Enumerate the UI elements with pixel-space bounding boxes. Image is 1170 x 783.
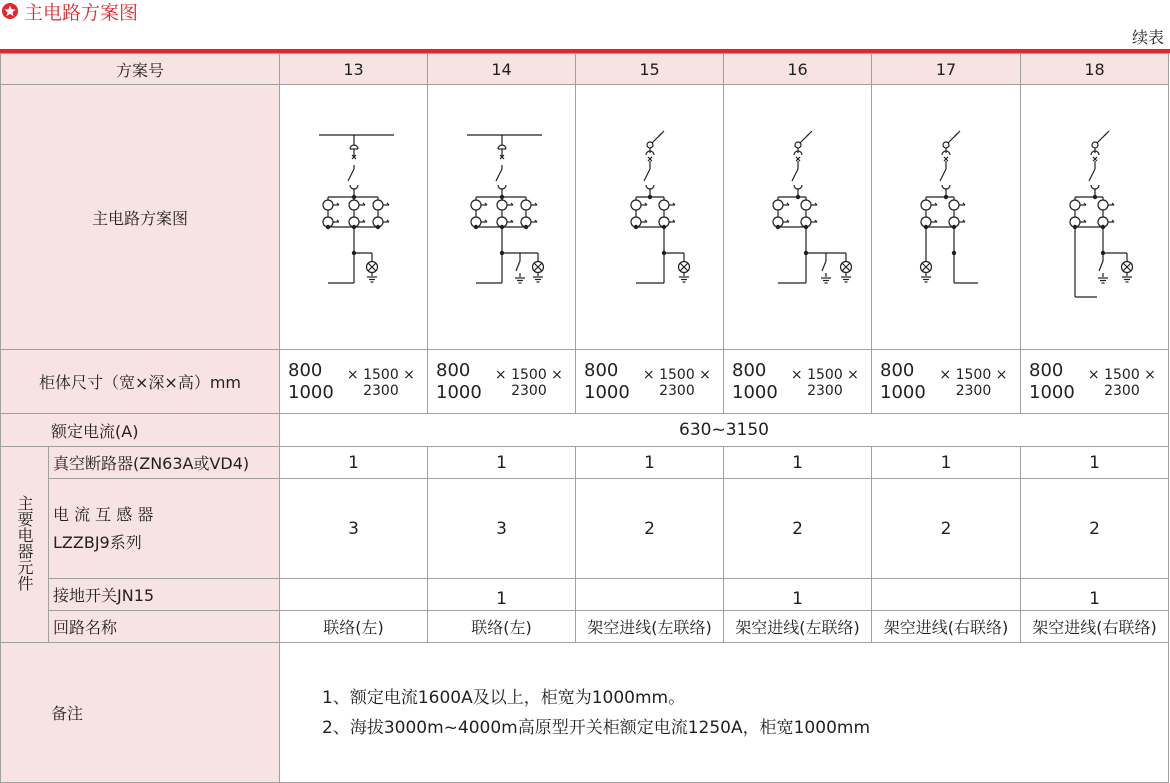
overhead-line-entry: [1097, 131, 1109, 143]
plug-in-contact: [498, 145, 506, 149]
current-transformer-symbol: [497, 200, 507, 210]
width-value: 800: [1029, 359, 1064, 381]
rated-current-value: 630~3150: [280, 414, 1169, 447]
depth-height-value: × 1500 × 2300: [494, 366, 563, 399]
current-transformer-symbol: [949, 200, 959, 210]
circuit-name: 联络(左): [280, 611, 428, 643]
remark-line: 2、海拔3000m~4000m高原型开关柜额定电流1250A，柜宽1000mm: [322, 717, 870, 738]
current-transformer-symbol: [801, 200, 811, 210]
circuit-diagram-17: [872, 85, 1021, 350]
overhead-line-entry: [659, 134, 661, 136]
current-transformer-symbol: [521, 200, 531, 210]
depth-height-value: × 1500 × 2300: [346, 366, 415, 399]
breaker-count: 1: [724, 447, 872, 479]
overhead-line-entry: [955, 134, 957, 136]
overhead-line-entry: [807, 134, 809, 136]
current-transformer-symbol: [373, 200, 383, 210]
depth-height-value: × 1500 × 2300: [939, 366, 1008, 399]
earthing-count: 1: [428, 579, 576, 611]
ct-count: 3: [280, 479, 428, 579]
scheme-number: 13: [280, 54, 428, 85]
star-icon: [2, 3, 18, 19]
ct-count: 2: [724, 479, 872, 579]
dimension-cell: [428, 350, 576, 414]
dimension-label: 柜体尺寸（宽×深×高）mm: [1, 350, 280, 414]
width-value: 800: [436, 359, 471, 381]
current-transformer-symbol: [631, 200, 641, 210]
plug-in-contact: [350, 185, 358, 189]
page-title-text: 主电路方案图: [24, 1, 139, 24]
vacuum-breaker-symbol: [940, 169, 946, 181]
diagram-row: [1, 85, 1169, 350]
dimension-cell: [280, 350, 428, 414]
circuit-name: 架空进线(左联络): [576, 611, 724, 643]
ct-count: 2: [872, 479, 1021, 579]
breaker-count: 1: [280, 447, 428, 479]
breaker-label: 真空断路器(ZN63A或VD4): [49, 447, 280, 479]
remark-line: 1、额定电流1600A及以上，柜宽为1000mm。: [322, 687, 686, 708]
plug-in-contact: [350, 145, 358, 149]
remarks-row: [1, 643, 1169, 783]
vacuum-breaker-symbol: [496, 169, 502, 181]
dimension-row: [1, 350, 1169, 414]
page-title: [2, 0, 138, 23]
overhead-line-entry: [1104, 134, 1106, 136]
scheme-number-row: [1, 54, 1169, 85]
plug-in-contact: [794, 185, 802, 189]
overhead-line-entry: [800, 131, 812, 143]
breaker-count: 1: [428, 447, 576, 479]
width-value: 1000: [288, 381, 334, 403]
scheme-number: 17: [872, 54, 1021, 85]
circuit-name: 架空进线(左联络): [724, 611, 872, 643]
circuit-name: 架空进线(右联络): [872, 611, 1021, 643]
plug-in-contact: [1091, 185, 1099, 189]
circuit-name: 联络(左): [428, 611, 576, 643]
plug-in-contact: [942, 185, 950, 189]
dimension-cell: [872, 350, 1021, 414]
current-transformer-symbol: [921, 200, 931, 210]
scheme-table: [0, 53, 1169, 783]
earthing-count: [872, 579, 1021, 611]
current-transformer-symbol: [349, 200, 359, 210]
current-transformer-symbol: [323, 200, 333, 210]
breaker-row: [1, 447, 1169, 479]
width-value: 1000: [880, 381, 926, 403]
breaker-count: 1: [576, 447, 724, 479]
dimension-cell: [724, 350, 872, 414]
width-value: 800: [288, 359, 323, 381]
ct-count: 3: [428, 479, 576, 579]
width-value: 1000: [1029, 381, 1075, 403]
earthing-count: 1: [724, 579, 872, 611]
circuit-name-row: [1, 611, 1169, 643]
earthing-count: 1: [1021, 579, 1169, 611]
earthing-switch-symbol: [822, 261, 826, 271]
dimension-cell: [576, 350, 724, 414]
ct-count: 2: [1021, 479, 1169, 579]
width-value: 800: [584, 359, 619, 381]
depth-height-value: × 1500 × 2300: [790, 366, 859, 399]
current-transformer-symbol: [1070, 200, 1080, 210]
main-components-label: 主要电器元件: [1, 447, 49, 643]
ct-count: 2: [576, 479, 724, 579]
breaker-count: 1: [1021, 447, 1169, 479]
earthing-label: 接地开关JN15: [49, 579, 280, 611]
rated-current-row: [1, 414, 1169, 447]
depth-height-value: × 1500 × 2300: [1087, 366, 1156, 399]
scheme-number-label: 方案号: [1, 54, 280, 85]
scheme-number: 16: [724, 54, 872, 85]
plug-in-contact: [498, 185, 506, 189]
scheme-number: 15: [576, 54, 724, 85]
width-value: 1000: [436, 381, 482, 403]
current-transformer-symbol: [471, 200, 481, 210]
vacuum-breaker-symbol: [792, 169, 798, 181]
circuit-diagram-16: [724, 85, 872, 350]
dimension-cell: [1021, 350, 1169, 414]
plug-in-contact: [646, 185, 654, 189]
ct-label: [49, 479, 280, 579]
remarks-label: 备注: [1, 643, 280, 783]
width-value: 1000: [732, 381, 778, 403]
circuit-diagram-14: [428, 85, 576, 350]
scheme-number: 14: [428, 54, 576, 85]
earthing-count: [280, 579, 428, 611]
circuit-diagram-15: [576, 85, 724, 350]
rated-current-label: 额定电流(A): [1, 414, 280, 447]
circuit-name-label: 回路名称: [49, 611, 280, 643]
overhead-line-entry: [948, 131, 960, 143]
circuit-diagram-18: [1021, 85, 1169, 350]
width-value: 800: [732, 359, 767, 381]
vacuum-breaker-symbol: [1089, 169, 1095, 181]
earthing-switch-symbol: [1099, 261, 1103, 271]
width-value: 800: [880, 359, 915, 381]
remarks-text: [280, 643, 1169, 783]
earthing-row: [1, 579, 1169, 611]
current-transformer-symbol: [659, 200, 669, 210]
overhead-line-entry: [652, 131, 664, 143]
vacuum-breaker-symbol: [348, 169, 354, 181]
earthing-switch-symbol: [516, 261, 520, 271]
diagram-label: 主电路方案图: [1, 85, 280, 350]
current-transformer-symbol: [773, 200, 783, 210]
circuit-name: 架空进线(右联络): [1021, 611, 1169, 643]
vacuum-breaker-symbol: [644, 169, 650, 181]
earthing-count: [576, 579, 724, 611]
ct-label-line1: 电 流 互 感 器: [53, 504, 154, 524]
depth-height-value: × 1500 × 2300: [642, 366, 711, 399]
continued-label: 续表: [1131, 28, 1164, 47]
circuit-diagram-13: [280, 85, 428, 350]
width-value: 1000: [584, 381, 630, 403]
ct-label-line2: LZZBJ9系列: [53, 532, 142, 552]
current-transformer-symbol: [1098, 200, 1108, 210]
scheme-number: 18: [1021, 54, 1169, 85]
breaker-count: 1: [872, 447, 1021, 479]
ct-row: [1, 479, 1169, 579]
